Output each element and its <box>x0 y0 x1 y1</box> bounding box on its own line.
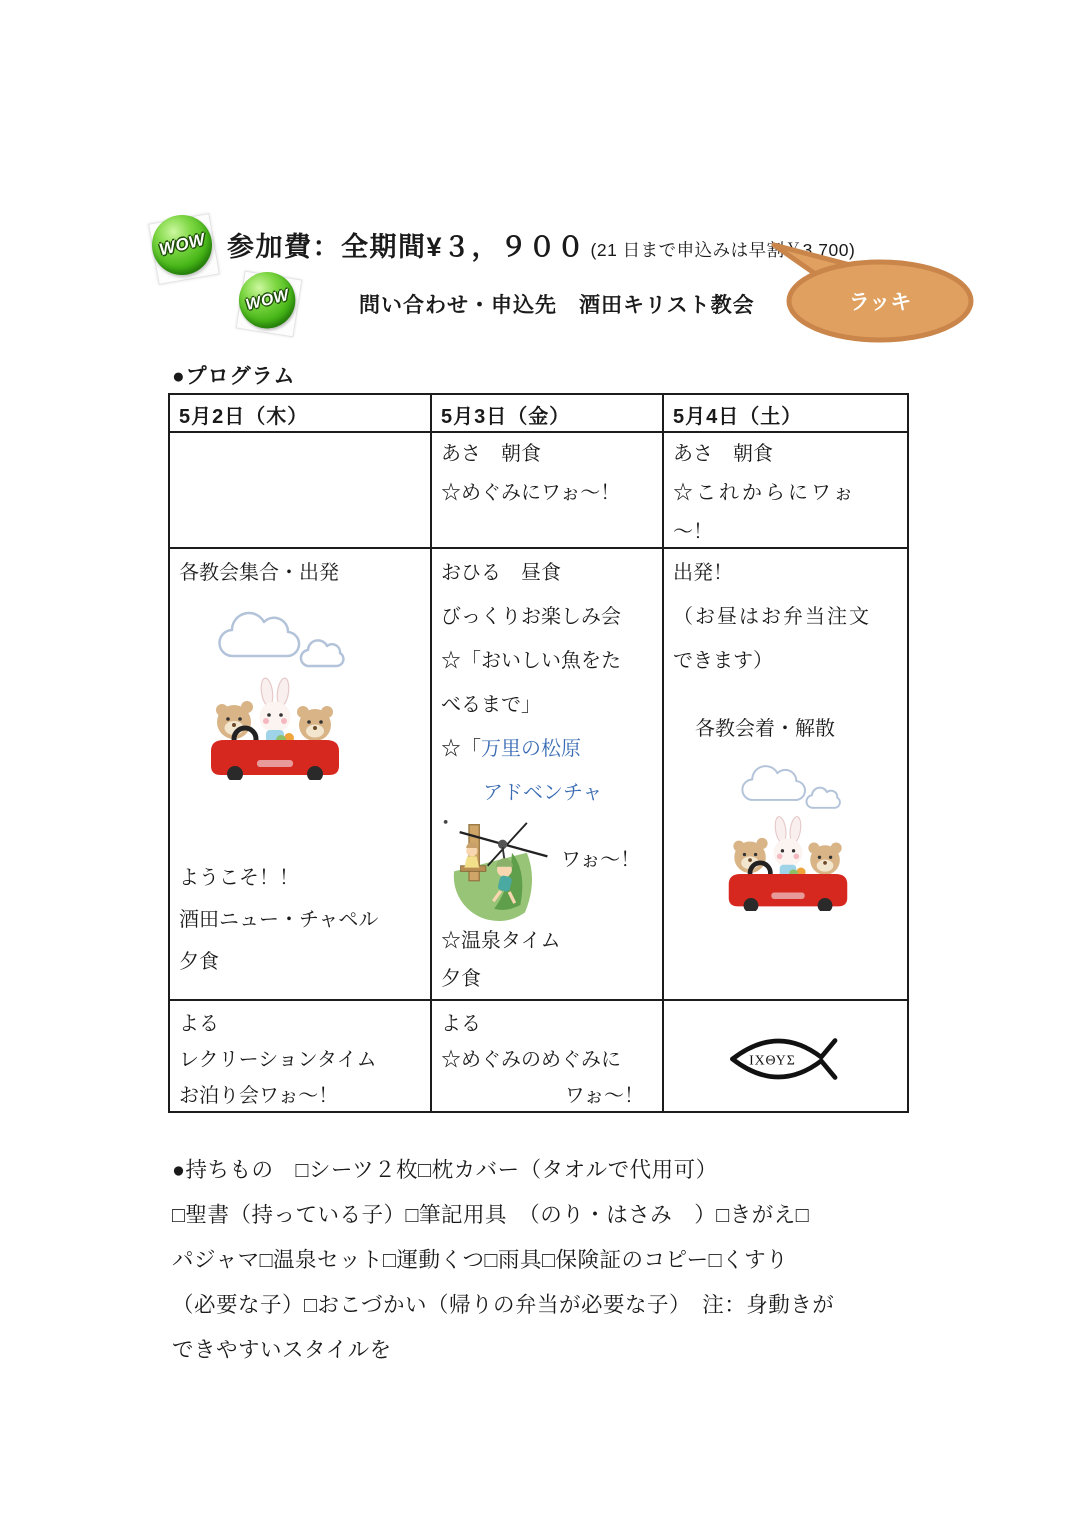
schedule-line: 各教会集合・出発 <box>179 562 339 584</box>
wow-badge-1 <box>148 213 220 285</box>
wow-ball-label: WOW <box>243 285 291 314</box>
schedule-line: レクリーションタイム <box>179 1049 377 1071</box>
schedule-line: 夕食 <box>441 968 481 990</box>
shout-text: ワぉ～！ <box>561 849 641 871</box>
schedule-line: ☆温泉タイム <box>441 930 561 952</box>
table-header-day1: 5月2日（木） <box>170 395 432 433</box>
schedule-line: ☆「おいしい魚をた <box>441 650 621 672</box>
speech-bubble-text: ラッキ <box>848 291 912 314</box>
ichthys-fish-icon <box>725 1022 849 1096</box>
cell-morning-day3 <box>664 433 907 549</box>
schedule-line: よる <box>441 1013 481 1035</box>
wow-ball-icon <box>239 272 295 328</box>
cell-morning-day2 <box>432 433 664 549</box>
belongings-line: （必要な子）□おこづかい（帰りの弁当が必要な子） 注：身動きが <box>172 1293 835 1317</box>
cell-night-day3 <box>664 1001 907 1111</box>
belongings-line: ●持ちもの □シーツ２枚□枕カバー（タオルで代用可） <box>172 1158 718 1182</box>
cell-daytime-day1 <box>170 549 432 1001</box>
schedule-line: あさ 朝食 <box>673 443 773 465</box>
clouds-icon <box>731 759 849 811</box>
zipline-block <box>441 817 656 922</box>
animals-in-car-icon <box>205 672 345 780</box>
clouds-icon <box>205 604 355 670</box>
schedule-line: 酒田ニュー・チャペル <box>179 909 379 931</box>
schedule-line: びっくりお楽しみ会 <box>441 606 621 628</box>
table-header-day3: 5月4日（土） <box>664 395 907 433</box>
fee-text: 参加費：全期間¥３，９００ <box>227 232 586 262</box>
bear-right <box>297 706 333 741</box>
welcome-block <box>179 857 424 983</box>
belongings-line: □聖書（持っている子）□筆記用具 （のり・はさみ ）□きがえ□ <box>172 1203 810 1227</box>
fee-early-discount-note: (21 日まで申込みは早割￥3,700) <box>590 240 856 260</box>
program-table <box>168 393 909 1113</box>
cell-daytime-day2 <box>432 549 664 1001</box>
rabbit-center <box>260 677 295 745</box>
highlight-text: アドベンチャ <box>483 782 603 804</box>
highlight-text: 万里の松原 <box>481 738 581 760</box>
wow-badge-2 <box>235 270 303 338</box>
cell-daytime-day3 <box>664 549 907 1001</box>
cell-morning-day1 <box>170 433 432 549</box>
speech-bubble <box>762 238 977 350</box>
schedule-line: ようこそ！！ <box>179 867 299 889</box>
schedule-line: おひる 昼食 <box>441 562 561 584</box>
shout-text: ワぉ～！ <box>564 1085 644 1107</box>
schedule-line: ☆めぐみのめぐみに <box>441 1049 621 1071</box>
zipline-icon <box>441 817 553 922</box>
schedule-line: ☆めぐみにワぉ～！ <box>441 482 621 504</box>
wow-ball-icon <box>152 215 212 275</box>
animals-in-car-icon <box>721 811 855 911</box>
contact-text: 問い合わせ・申込先 酒田キリスト教会 <box>359 294 755 317</box>
fish-greek-text: ΙΧΘΥΣ <box>749 1053 796 1069</box>
schedule-line: あさ 朝食 <box>441 443 541 465</box>
schedule-line-highlight <box>441 727 656 771</box>
schedule-line: ☆これからにワぉ <box>673 482 857 504</box>
highlight-prefix: ☆「 <box>441 738 481 760</box>
wow-ball-label: WOW <box>156 229 207 260</box>
belongings-line: できやすいスタイルを <box>172 1338 392 1362</box>
program-section-title: ●プログラム <box>172 365 296 388</box>
schedule-line: 出発！ <box>673 562 733 584</box>
speech-bubble-icon <box>762 238 977 350</box>
cell-night-day2 <box>432 1001 664 1111</box>
cell-night-day1 <box>170 1001 432 1111</box>
schedule-line: ～！ <box>673 521 713 543</box>
schedule-line: 各教会着・解散 <box>695 718 835 740</box>
belongings-line: パジャマ□温泉セット□運動くつ□雨具□保険証のコピー□くすり <box>172 1248 789 1272</box>
evening-block <box>441 922 656 998</box>
belongings-section <box>172 1148 920 1373</box>
schedule-line: お泊り会ワぉ～！ <box>179 1085 339 1107</box>
schedule-line: 夕食 <box>179 951 219 973</box>
schedule-line: べるまで」 <box>441 694 541 716</box>
table-header-day2: 5月3日（金） <box>432 395 664 433</box>
schedule-line: よる <box>179 1013 219 1035</box>
schedule-line: （お昼はお弁当注文 <box>673 606 871 628</box>
schedule-line: できます） <box>673 650 773 672</box>
